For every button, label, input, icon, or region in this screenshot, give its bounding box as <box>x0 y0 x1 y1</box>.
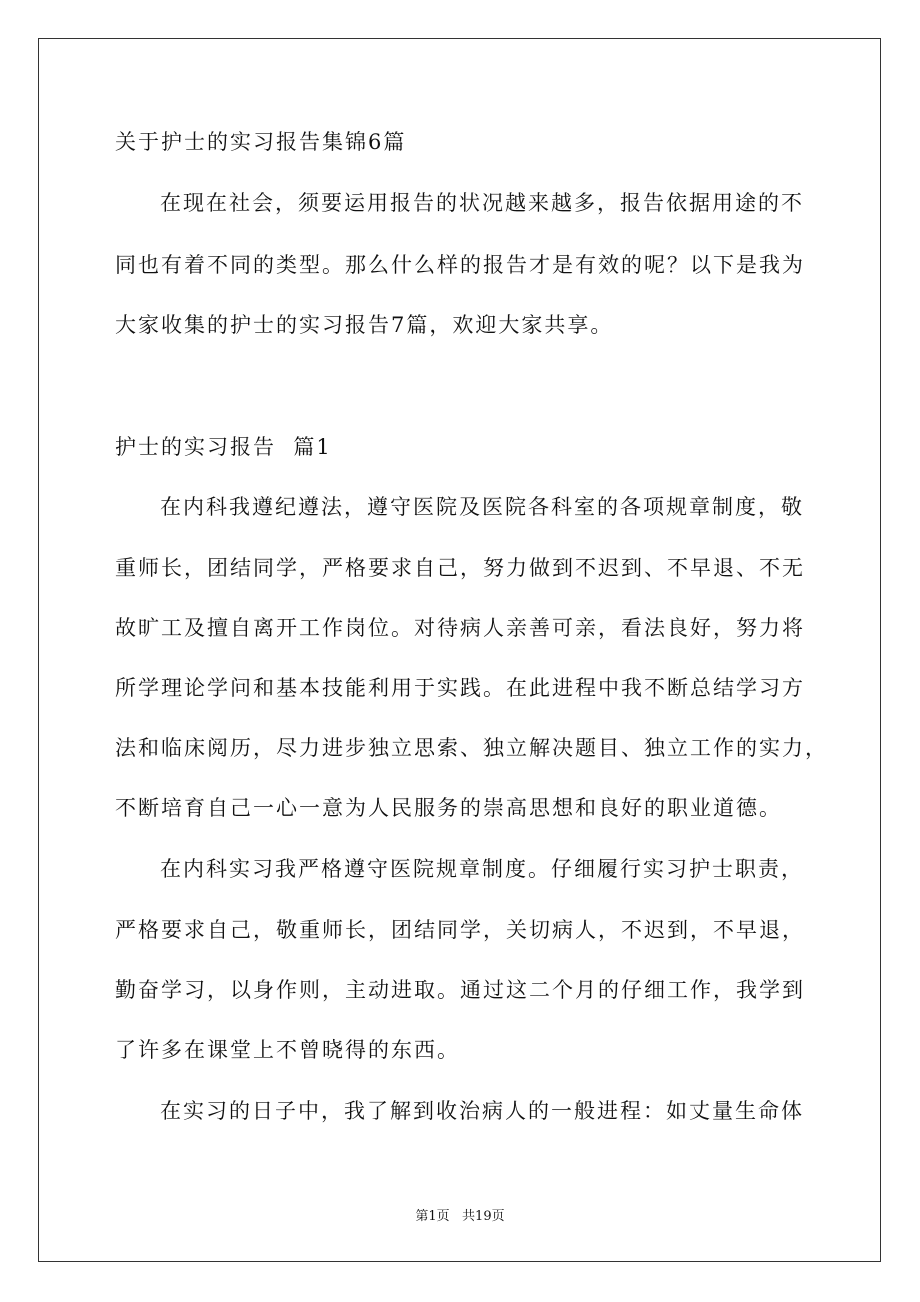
document-title: 关于护士的实习报告集锦6篇 <box>115 130 407 154</box>
paragraph-line: 重师长，团结同学，严格要求自己，努力做到不迟到、不早退、不无 <box>115 556 805 580</box>
paragraph-line: 不断培育自己一心一意为人民服务的崇高思想和良好的职业道德。 <box>115 796 782 820</box>
paragraph-line: 勤奋学习，以身作则，主动进取。通过这二个月的仔细工作，我学到 <box>115 978 805 1002</box>
intro-line: 大家收集的护士的实习报告7篇，欢迎大家共享。 <box>115 313 614 337</box>
section-heading: 护士的实习报告 篇1 <box>115 435 332 459</box>
paragraph-line: 所学理论学问和基本技能利用于实践。在此进程中我不断总结学习方 <box>115 676 805 700</box>
page-number-footer: 第1页 共19页 <box>415 1209 505 1224</box>
paragraph-line: 严格要求自己，敬重师长，团结同学，关切病人，不迟到，不早退， <box>115 918 805 942</box>
paragraph-line: 在内科我遵纪遵法，遵守医院及医院各科室的各项规章制度，敬 <box>160 495 804 519</box>
paragraph-line: 了许多在课堂上不曾晓得的东西。 <box>115 1038 460 1062</box>
paragraph-line: 在内科实习我严格遵守医院规章制度。仔细履行实习护士职责， <box>160 857 804 881</box>
intro-line: 同也有着不同的类型。那么什么样的报告才是有效的呢？以下是我为 <box>115 253 805 277</box>
page-border <box>38 38 881 1262</box>
paragraph-line: 法和临床阅历，尽力进步独立思索、独立解决题目、独立工作的实力， <box>115 736 828 760</box>
paragraph-line: 在实习的日子中，我了解到收治病人的一般进程：如丈量生命体 <box>160 1099 804 1123</box>
intro-line: 在现在社会，须要运用报告的状况越来越多，报告依据用途的不 <box>160 191 804 215</box>
paragraph-line: 故旷工及擅自离开工作岗位。对待病人亲善可亲，看法良好，努力将 <box>115 616 805 640</box>
